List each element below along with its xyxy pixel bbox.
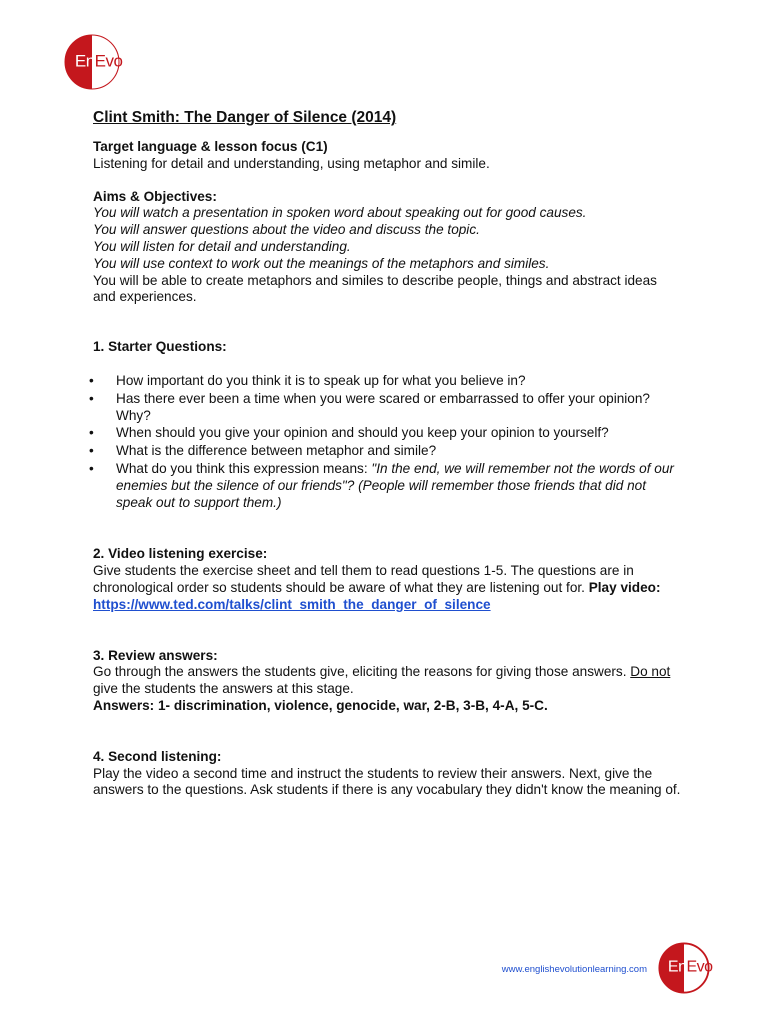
review-text bbox=[93, 664, 683, 698]
bullet-text: Has there ever been a time when you were scared or embarrassed to offer your opinion? Why? bbox=[116, 390, 650, 423]
list-item: • What do you think this expression means: "In the end, we will remember not the words of our enemies but the silence of our friends"? (People will remember those friends that did not speak out to support them.) bbox=[89, 460, 674, 510]
page-title: Clint Smith: The Danger of Silence (2014) bbox=[93, 109, 397, 126]
video-instructions: Give students the exercise sheet and tell them to read questions 1-5. The questions are in chronological order so students should be aware of what they are listening out for. bbox=[93, 563, 634, 595]
enevo-logo-footer bbox=[658, 942, 713, 994]
review-text-a: Go through the answers the students give, eliciting the reasons for giving those answers. bbox=[93, 664, 631, 680]
logo-evo: Evo bbox=[686, 958, 713, 976]
answers-text: Answers: 1- discrimination, violence, genocide, war, 2-B, 3-B, 4-A, 5-C. bbox=[93, 697, 548, 713]
play-video-label: Play video: bbox=[588, 579, 661, 595]
bullet-quote: "In the end, we will remember not the words of our enemies but the silence of our friends"? (People will remember those friends that did not speak out to support them.) bbox=[116, 460, 674, 510]
list-item: • How important do you think it is to speak up for what you believe in? bbox=[89, 372, 526, 388]
video-heading: 2. Video listening exercise: bbox=[93, 546, 268, 562]
logo-evo: Evo bbox=[94, 51, 123, 71]
target-text: Listening for detail and understanding, using metaphor and simile. bbox=[93, 155, 490, 171]
aims-line: You will use context to work out the meanings of the metaphors and similes. bbox=[93, 255, 550, 271]
lesson-content bbox=[89, 108, 683, 799]
aims-line: You will listen for detail and understanding. bbox=[93, 238, 351, 254]
video-text bbox=[93, 563, 683, 613]
logo-text bbox=[75, 52, 123, 72]
second-heading: 4. Second listening: bbox=[93, 748, 222, 764]
logo-en: En bbox=[74, 51, 95, 71]
logo-en: En bbox=[667, 958, 687, 976]
second-text: Play the video a second time and instruct the students to review their answers. Next, give the answers to the questions. Ask students if there is any vocabulary they didn't know the meaning of. bbox=[93, 765, 681, 798]
list-item: • What is the difference between metaphor and simile? bbox=[89, 443, 437, 459]
aims-final: You will be able to create metaphors and similes to describe people, things and abstract ideas and experiences. bbox=[93, 272, 657, 305]
starter-list bbox=[89, 373, 679, 511]
bullet-text: What do you think this expression means: bbox=[116, 460, 372, 476]
bullet-text: What is the difference between metaphor and simile? bbox=[116, 443, 437, 459]
bullet-text: When should you give your opinion and should you keep your opinion to yourself? bbox=[116, 425, 609, 441]
ted-talk-link[interactable]: https://www.ted.com/talks/clint_smith_the_danger_of_silence bbox=[93, 596, 491, 612]
aims-line: You will watch a presentation in spoken word about speaking out for good causes. bbox=[93, 205, 587, 221]
logo-text bbox=[668, 959, 713, 977]
aims-heading: Aims & Objectives: bbox=[93, 188, 217, 204]
aims-line: You will answer questions about the video and discuss the topic. bbox=[93, 222, 480, 238]
target-heading: Target language & lesson focus (C1) bbox=[93, 139, 328, 154]
starter-heading: 1. Starter Questions: bbox=[93, 339, 227, 355]
footer-url[interactable]: www.englishevolutionlearning.com bbox=[501, 964, 647, 975]
review-text-b: give the students the answers at this stage. bbox=[93, 681, 354, 697]
review-heading: 3. Review answers: bbox=[93, 647, 218, 663]
bullet-text: How important do you think it is to speak up for what you believe in? bbox=[116, 372, 526, 388]
enevo-logo bbox=[64, 34, 123, 90]
list-item: • Has there ever been a time when you were scared or embarrassed to offer your opinion? Why? bbox=[89, 390, 650, 423]
list-item: • When should you give your opinion and should you keep your opinion to yourself? bbox=[89, 425, 609, 441]
do-not-text: Do not bbox=[630, 664, 671, 680]
